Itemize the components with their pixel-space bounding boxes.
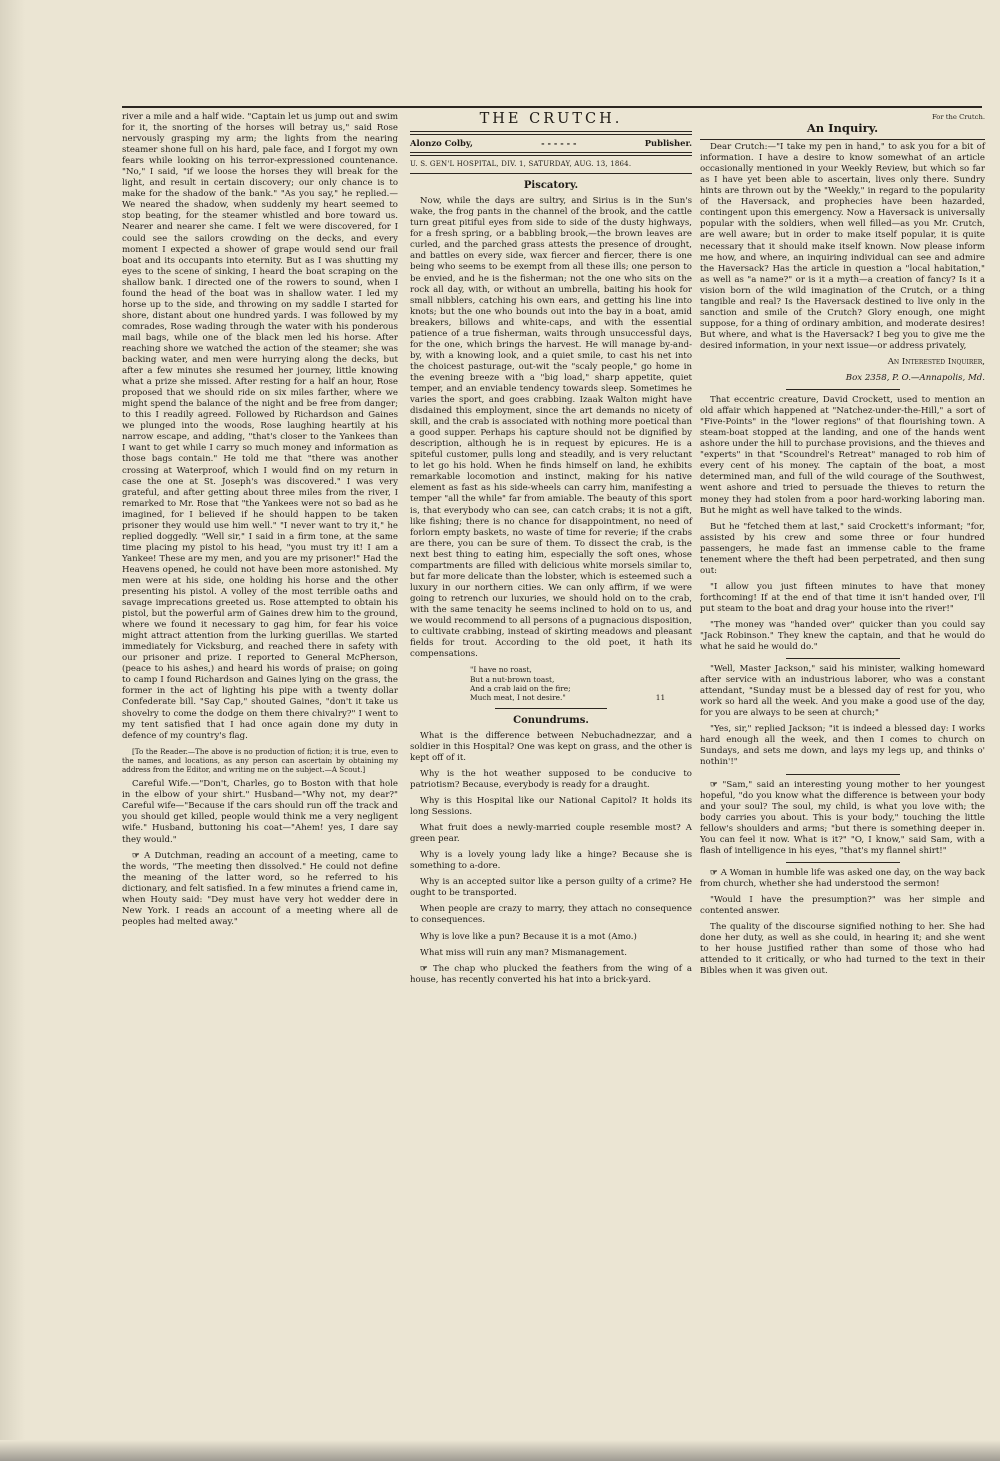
verse-line-text: Much meat, I not desire.": [470, 693, 566, 703]
section-rule: [786, 658, 900, 659]
reader-note: [To the Reader.—The above is no production of fiction; it is true, even to the names, and locations, as any person can ascertain by obtaining my address from the Editor, and writing me on the subject.—A Scout.]: [122, 746, 398, 775]
pointing-hand-icon: ☞: [710, 779, 723, 790]
dateline-rule: [410, 173, 692, 174]
publisher-name: Alonzo Colby,: [410, 138, 473, 149]
sam-text: "Sam," said an interesting young mother to her youngest hopeful, "do you know what the difference is between your body and your soul? The soul, my child, is what you love with; the body carries you about. This is your body," touching the little fellow's shoulders and arms; "but there is something deeper in. You can feel it now. What is it?" "O, I know," said Sam, with a flash of intelligence in his eyes, "that's my flannel shirt!": [700, 779, 985, 856]
verse-line: [470, 693, 692, 702]
column-right: [700, 112, 985, 982]
column-left: [122, 112, 398, 933]
conundrum: Why is a lovely young lady like a hinge? Because she is something to a-dore.: [410, 850, 692, 872]
section-rule: [495, 708, 608, 709]
inquiry-signature: An Interested Inquirer,: [887, 356, 985, 367]
careful-wife: Careful Wife.—"Don't, Charles, go to Boston with that hole in the elbow of your shirt." Husband—"Why not, my dear?" Careful wife—"Because if the cars should run off the track and you should get killed, people would think me a very negligent wife." Husband, buttoning his coat—"Ahem! yes, I dare say they would.": [122, 779, 398, 845]
inquiry-text: Dear Crutch:—"I take my pen in hand," to ask you for a bit of information. I have a desire to know somewhat of an article occasionally mentioned in your Weekly Review, but which so far as I have yet been able to ascertain, lives only there. Sundry hints are thrown out by the "Weekly," in regard to the popularity of the Haversack, and prophecies have been hazarded, contingent upon this emergency. Now a Haversack is universally popular with the soldiers, when well filled—as you Mr. Crutch, are well aware; but in order to make itself popular, it is quite necessary that it should make itself known. Now please inform me how, and where, an inquiring individual can see and admire the Haversack? Has the article in question a "local habitation," as well as "a name?" or is it a myth—a creation of fancy? Is it a vision born of the wild imagination of the Crutch, or a thing tangible and real? Is the Haversack destined to live only in the sanction and smile of the Crutch? Glory enough, one might suppose, for a thing of ordinary ambition, and moderate desires! But where, and what is the Haversack? I beg you to give me the desired information, in your next issue—or address privately,: [700, 142, 985, 351]
conundrums-heading: Conundrums.: [513, 714, 589, 726]
woman-text: A Woman in humble life was asked one day, on the way back from church, whether she had understood the sermon!: [700, 867, 985, 889]
inquiry-rule: [700, 139, 985, 140]
publisher-row: [410, 138, 692, 149]
masthead-rule: [410, 131, 692, 135]
conundrum: What miss will ruin any man? Mismanagement.: [420, 947, 627, 958]
top-rule: [122, 106, 982, 108]
conundrum: Why is an accepted suitor like a person guilty of a crime? He ought to be transported.: [410, 877, 692, 899]
jackson-p1: "Well, Master Jackson," said his minister, walking homeward after service with an industrious laborer, who was a constant attendant, "Sunday must be a blessed day of rest for you, who work so hard all the week. And you make a good use of the day, for you are always to be seen at church;": [700, 664, 985, 719]
section-rule: [786, 774, 900, 775]
piscatory-text: Now, while the days are sultry, and Sirius is in the Sun's wake, the frog pants in the channel of the brook, and the cattle turn great pitiful eyes from side to side of the dusty highways, for a fresh spring, or a babbling brook,—the brown leaves are curled, and the parched grass attests the presence of drought, and battles on every side, wax fiercer and fiercer, there is one being who seems to be exempt from all these ills; one person to be envied, and he is the fisherman; not the one who sits on the rock all day, with, or without an umbrella, baiting his hook for small nibblers, catching his own ears, and getting his line into knots; but the one who bounds out into the bay in a boat, amid breakers, billows and white-caps, and with the essential patience of a true fisherman, waits through unsuccessful days, for the one, which brings the harvest. He will manage by-and-by, with a knowing look, and a quiet smile, to cast his net into the choicest pasturage, out-wit the "scaly people," go home in the evening breeze with a "big load," sharp appetite, quiet temper, and an enviable tendency towards sleep. Sometimes he varies the sport, and goes crabbing. Izaak Walton might have disdained this employment, since the art demands no nicety of skill, and the crab is associated with nothing more poetical than a good supper. Perhaps his capture should not be dignified by description, although he is in request by epicures. He is a spiteful customer, pulls long and steadily, and is very reluctant to let go his hold. When he finds himself on land, he exhibits remarkable locomotion and instinct, making for his native element as fast as his side-wheels can carry him, manifesting a temper "all the while" far from amiable. The beauty of this sport is, that everybody who can see, can catch crabs; it is not a gift, like fishing; there is no chance for disappointment, no need of forlorn empty baskets, no waste of time for reverie; if the crabs are there, you can be sure of them. To dissect the crab, is the next best thing to eating him, especially the soft ones, whose compartments are filled with delicious white morsels similar to, but far more delicate than the lobster, which is esteemed such a luxury in our northern cities. We can only affirm, if we were going to retrench our luxuries, we should hold on to the crab, with the same tenacity he seems inclined to hold on to us, and we would recommend to all persons of a pugnacious disposition, to cultivate crabbing, instead of skirting meadows and pleasant fields for trout. According to the old poet, it hath its compensations.: [410, 196, 692, 660]
dutchman-item: [122, 851, 398, 928]
masthead-title: THE CRUTCH.: [479, 111, 623, 127]
column-middle: [410, 112, 692, 991]
conundrum: What is the difference between Nebuchadnezzar, and a soldier in this Hospital? One was kept on grass, and the other is kept off of it.: [410, 730, 692, 763]
publisher-label: Publisher.: [644, 138, 692, 149]
pointing-hand-icon: ☞: [132, 850, 145, 861]
conundrum: When people are crazy to marry, they attach no consequence to consequences.: [410, 904, 692, 926]
crockett-p3: "I allow you just fifteen minutes to have that money forthcoming! If at the end of that time it isn't handed over, I'll put steam to the boat and drag your house into the river!": [700, 581, 985, 614]
crockett-p1: That eccentric creature, David Crockett, used to mention an old affair which happened at "Natchez-under-the-Hill," a sort of "Five-Points" in the "lower regions" of that flourishing town. A steam-boat stopped at the landing, and one of the hands went ashore under the hill to purchase provisions, and the thieves and "experts" in that "Scoundrel's Retreat" managed to rob him of every cent of his money. The captain of the boat, a most determined man, and full of the wild courage of the Southwest, went ashore and tried to persuade the thieves to return the money they had stolen from a poor hard-working laboring man. But he might as well have talked to the winds.: [700, 395, 985, 516]
verse-line: And a crab laid on the fire;: [470, 683, 571, 693]
publisher-rule: [410, 152, 692, 156]
crockett-p4: "The money was "handed over" quicker than you could say "Jack Robinson." They knew the captain, and that he would do what he said he would do.": [700, 619, 985, 653]
section-rule: [786, 862, 900, 863]
conundrum: [410, 964, 692, 986]
pointing-hand-icon: ☞: [710, 867, 721, 878]
woman-answer: "Would I have the presumption?" was her simple and contented answer.: [700, 894, 985, 916]
woman-conclusion: The quality of the discourse signified nothing to her. She had done her duty, as well as she could, in hearing it; and she went to her house justified rather than some of those who had attended to it critically, or who had turned to the text in their Bibles when it was given out.: [700, 922, 985, 977]
inquiry-address: Box 2358, P. O.—Annapolis, Md.: [845, 373, 985, 384]
verse: [470, 665, 692, 703]
pointing-hand-icon: ☞: [420, 963, 433, 974]
dutchman-text: A Dutchman, reading an account of a meeting, came to the words, "The meeting then dissolved." He could not define the meaning of the latter word, so he referred to his dictionary, and felt satisfied. In a few minutes a friend came in, when Houty said: "Dey must have very hot wedder dere in New York. I reads an account of a meeting where all de peoples had melted away.": [122, 850, 398, 927]
verse-mark: 11: [655, 693, 666, 703]
conundrum: Why is this Hospital like our National Capitol? It holds its long Sessions.: [410, 796, 692, 818]
verse-line: But a nut-brown toast,: [470, 674, 555, 684]
jackson-p2: "Yes, sir," replied Jackson; "it is indeed a blessed day: I works hard enough all the week, and then I comes to church on Sundays, and sets me down, and lays my legs up, and thinks o' nothin'!": [700, 724, 985, 768]
conundrum: What fruit does a newly-married couple resemble most? A green pear.: [410, 823, 692, 845]
conundrum-text: The chap who plucked the feathers from the wing of a house, has recently converted his hat into a brick-yard.: [410, 963, 692, 985]
sam-item: [700, 780, 985, 857]
scout-story: river a mile and a half wide. "Captain let us jump out and swim for it, the snorting of the horses will betray us," said Rose nervously grasping my arm; the lights from the nearing steamer shone full on his hard, pale face, and I forgot my own fears while looking on his terror-expressioned countenance. "No," I said, "if we loose the horses they will break for the light, and result in certain discovery; our only chance is to make for the shadow of the bank." "As you say," he replied.— We neared the shadow, when suddenly my heart seemed to stop beating, for the steamer whistled and bore toward us. Nearer and nearer she came. I felt we were discovered, for I could see the sailors crowding on the decks, and every moment I expected a shower of grape would send our frail boat and its occupants into eternity. But as I was shutting my eyes to the scene of sinking, I heard the boat scraping on the shallow bank. I directed one of the rowers to sound, when I found the head of the boat was in shallow water. I led my horse up to the side, and throwing on my saddle I started for shore, distant about one hundred yards. I was followed by my comrades, Rose wading through the water with his ponderous mail bags, while one of the black men led his horse. After reaching shore we watched the action of the steamer; she was backing water, and men were hurrying along the decks, but after a few minutes she resumed her journey, little knowing what a prize she missed. After resting for a half an hour, Rose proposed that we should ride on six miles farther, where we might spend the balance of the night and be free from danger; to this I readily agreed. Followed by Richardson and Gaines we plunged into the woods, Rose laughing heartily at his narrow escape, and adding, "that's closer to the Yankees than I want to get while I carry so much money and information as those bags contain." He told me that "there was another crossing at Waterproof, which I would find on my return in case the one at St. Joseph's was discovered." I was very grateful, and after getting about three miles from the river, I remarked to Mr. Rose that "the Yankees were not so bad as he imagined, for I believed if he should happen to be taken prisoner they would use him well." "I never want to try it," he replied doggedly. "Well sir," I said in a firm tone, at the same time placing my pistol to his head, "you must try it! I am a Yankee! These are my men, and you are my prisoner!" Had the Heavens opened, he could not have been more astonished. My men were at his side, one holding his horse and the other presenting his pistol. A volley of the most terrible oaths and savage imprecations greeted us. Rose attempted to obtain his pistol, but the powerful arm of Gaines drew him to the ground, where we found it necessary to gag him, for fear his voice might attract attention from the lurking guerillas. We started immediately for Vicksburg, and reached there in safety with our prisoner and prize. I reported to General McPherson, (peace to his ashes,) and heard his words of praise; on going to camp I found Richardson and Gaines lying on the grass, the former in the act of lighting his pipe with a twenty dollar Confederate bill. "Say Cap," shouted Gaines, "don't it take us shovelry to come the dodge on them there chivalry?" I went to my tent satisfied that I had once again done my duty in defence of my country's flag.: [122, 112, 398, 741]
dateline: U. S. GEN'L HOSPITAL, DIV. 1, SATURDAY, AUG. 13, 1864.: [410, 160, 632, 169]
piscatory-heading: Piscatory.: [523, 180, 579, 192]
conundrum: Why is the hot weather supposed to be conducive to patriotism? Because, everybody is ready for a draught.: [410, 768, 692, 791]
section-rule: [786, 389, 900, 390]
publisher-dashes: - - - - - -: [541, 138, 577, 149]
page-bottom-shadow: [0, 1440, 1000, 1461]
inquiry-heading: An Inquiry.: [806, 121, 879, 136]
crockett-p2: But he "fetched them at last," said Crockett's informant; "for, assisted by his crew and some three or four hundred passengers, he made fast an immense cable to the frame tenement where the theft had been perpetrated, and then sung out:: [700, 521, 985, 576]
verse-line: "I have no roast,: [470, 665, 532, 675]
for-the-crutch: For the Crutch.: [931, 113, 985, 121]
woman-item: [700, 868, 985, 890]
conundrum: Why is love like a pun? Because it is a mot (Amo.): [420, 931, 637, 942]
page-edge-shadow: [0, 0, 25, 1461]
